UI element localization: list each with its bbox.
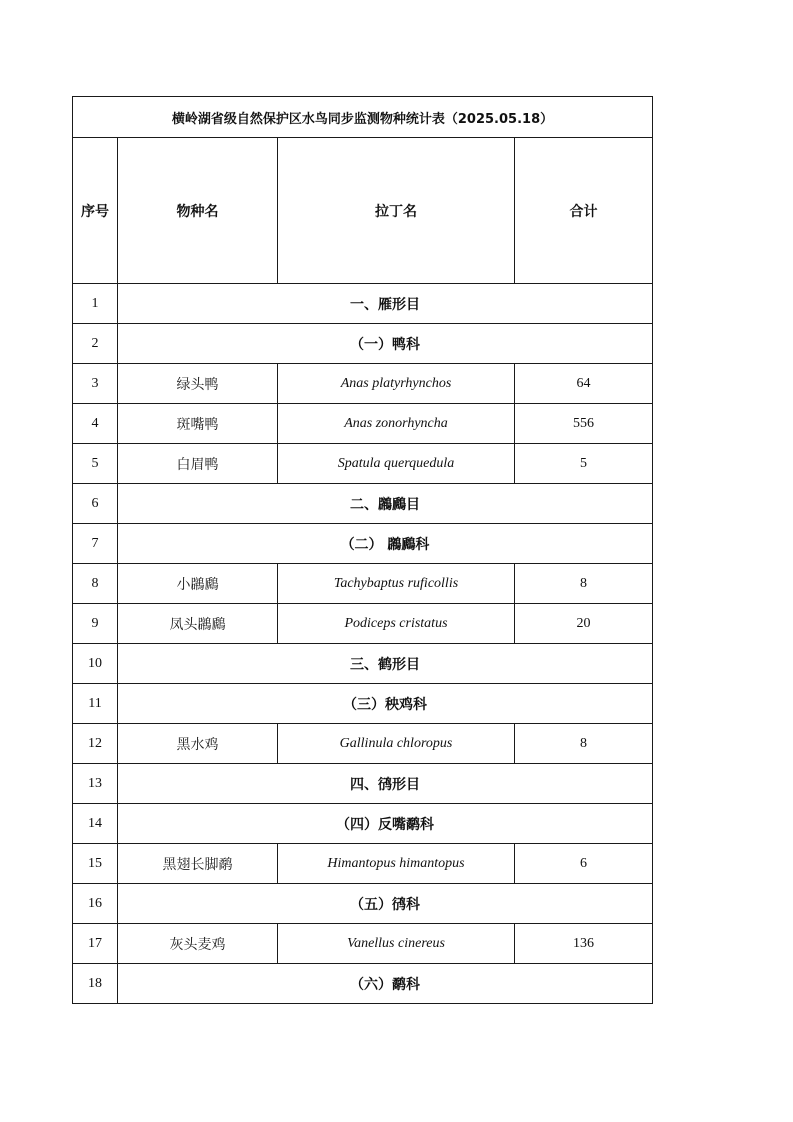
species-row bbox=[73, 724, 653, 764]
row-index: 8 bbox=[73, 564, 118, 604]
row-index: 15 bbox=[73, 844, 118, 884]
row-index: 1 bbox=[73, 284, 118, 324]
latin-name: Anas zonorhyncha bbox=[278, 404, 515, 444]
group-label: （五）鸻科 bbox=[118, 884, 653, 924]
species-row bbox=[73, 364, 653, 404]
group-row bbox=[73, 284, 653, 324]
species-row bbox=[73, 404, 653, 444]
group-row bbox=[73, 804, 653, 844]
species-count: 64 bbox=[515, 364, 653, 404]
row-index: 12 bbox=[73, 724, 118, 764]
species-name: 黑水鸡 bbox=[118, 724, 278, 764]
species-count: 20 bbox=[515, 604, 653, 644]
species-name: 灰头麦鸡 bbox=[118, 924, 278, 964]
row-index: 5 bbox=[73, 444, 118, 484]
row-index: 2 bbox=[73, 324, 118, 364]
table-title: 横岭湖省级自然保护区水鸟同步监测物种统计表（2025.05.18） bbox=[73, 97, 653, 138]
latin-name: Gallinula chloropus bbox=[278, 724, 515, 764]
group-row bbox=[73, 764, 653, 804]
group-label: （一）鸭科 bbox=[118, 324, 653, 364]
species-row bbox=[73, 924, 653, 964]
species-row bbox=[73, 444, 653, 484]
species-name: 小鸊鷉 bbox=[118, 564, 278, 604]
group-label: 三、鹤形目 bbox=[118, 644, 653, 684]
species-count: 556 bbox=[515, 404, 653, 444]
group-row bbox=[73, 884, 653, 924]
group-label: （六）鹬科 bbox=[118, 964, 653, 1004]
species-name: 凤头鸊鷉 bbox=[118, 604, 278, 644]
group-label: （四）反嘴鹬科 bbox=[118, 804, 653, 844]
group-label: 四、鸻形目 bbox=[118, 764, 653, 804]
group-row bbox=[73, 684, 653, 724]
row-index: 7 bbox=[73, 524, 118, 564]
species-table bbox=[72, 96, 653, 1004]
row-index: 6 bbox=[73, 484, 118, 524]
latin-name: Vanellus cinereus bbox=[278, 924, 515, 964]
group-label: 二、鸊鷉目 bbox=[118, 484, 653, 524]
header-species-name: 物种名 bbox=[118, 138, 278, 284]
species-name: 黑翅长脚鹬 bbox=[118, 844, 278, 884]
table-body bbox=[73, 97, 653, 1004]
group-row bbox=[73, 524, 653, 564]
latin-name: Spatula querquedula bbox=[278, 444, 515, 484]
group-row bbox=[73, 644, 653, 684]
species-name: 白眉鸭 bbox=[118, 444, 278, 484]
row-index: 3 bbox=[73, 364, 118, 404]
row-index: 10 bbox=[73, 644, 118, 684]
species-count: 5 bbox=[515, 444, 653, 484]
header-latin-name: 拉丁名 bbox=[278, 138, 515, 284]
row-index: 14 bbox=[73, 804, 118, 844]
group-row bbox=[73, 964, 653, 1004]
group-row bbox=[73, 484, 653, 524]
header-index: 序号 bbox=[73, 138, 118, 284]
row-index: 13 bbox=[73, 764, 118, 804]
species-row bbox=[73, 604, 653, 644]
row-index: 18 bbox=[73, 964, 118, 1004]
group-label: （二） 鸊鷉科 bbox=[118, 524, 653, 564]
species-count: 8 bbox=[515, 564, 653, 604]
species-name: 斑嘴鸭 bbox=[118, 404, 278, 444]
header-total: 合计 bbox=[515, 138, 653, 284]
species-row bbox=[73, 844, 653, 884]
row-index: 16 bbox=[73, 884, 118, 924]
group-row bbox=[73, 324, 653, 364]
latin-name: Anas platyrhynchos bbox=[278, 364, 515, 404]
latin-name: Tachybaptus ruficollis bbox=[278, 564, 515, 604]
title-row bbox=[73, 97, 653, 138]
species-name: 绿头鸭 bbox=[118, 364, 278, 404]
species-count: 6 bbox=[515, 844, 653, 884]
latin-name: Podiceps cristatus bbox=[278, 604, 515, 644]
row-index: 17 bbox=[73, 924, 118, 964]
row-index: 11 bbox=[73, 684, 118, 724]
species-count: 136 bbox=[515, 924, 653, 964]
group-label: 一、雁形目 bbox=[118, 284, 653, 324]
row-index: 4 bbox=[73, 404, 118, 444]
latin-name: Himantopus himantopus bbox=[278, 844, 515, 884]
header-row bbox=[73, 138, 653, 284]
species-count: 8 bbox=[515, 724, 653, 764]
row-index: 9 bbox=[73, 604, 118, 644]
group-label: （三）秧鸡科 bbox=[118, 684, 653, 724]
species-row bbox=[73, 564, 653, 604]
